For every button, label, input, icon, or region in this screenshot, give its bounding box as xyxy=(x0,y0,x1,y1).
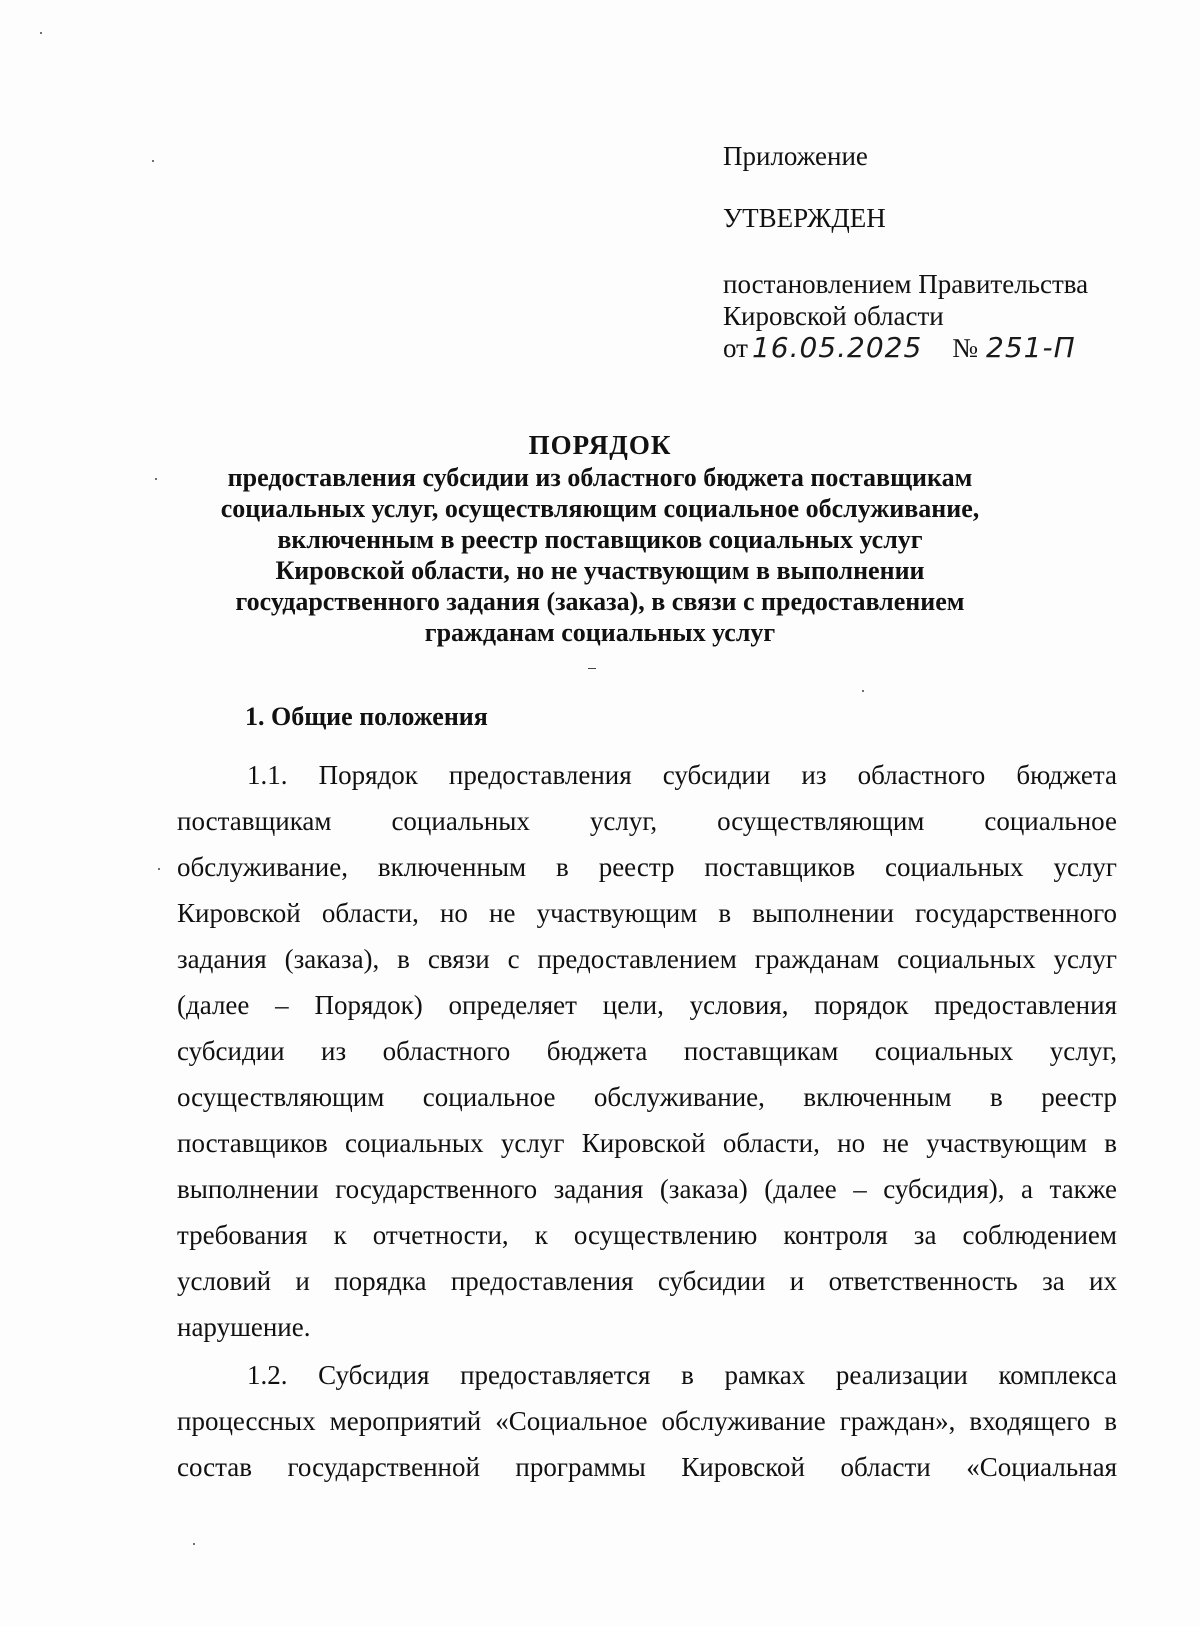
paragraph-line: обслуживание, включенным в реестр поставщиков социальных услуг xyxy=(177,852,1117,882)
paragraph-1-1 xyxy=(177,752,1117,1350)
title-line: предоставления субсидии из областного бюджета поставщикам xyxy=(227,463,973,492)
scan-speck xyxy=(862,690,864,692)
scan-speck xyxy=(155,478,157,480)
approved-label: УТВЕРЖДЕН xyxy=(723,203,886,233)
paragraph-line: 1.2. Субсидия предоставляется в рамках реализации комплекса xyxy=(247,1360,1117,1390)
paragraph-1-2 xyxy=(177,1352,1117,1490)
decree-date-line xyxy=(723,332,1076,364)
paragraph-line: Кировской области, но не участвующим в выполнении государственного xyxy=(177,898,1117,928)
paragraph-line: поставщикам социальных услуг, осуществляющим социальное xyxy=(177,806,1117,836)
scan-speck xyxy=(193,1543,195,1545)
title-main: ПОРЯДОК xyxy=(528,430,672,460)
paragraph-line: состав государственной программы Кировской области «Социальная xyxy=(177,1452,1117,1482)
title-line: гражданам социальных услуг xyxy=(424,618,776,647)
handwritten-date: 16.05.2025 xyxy=(751,331,923,364)
document-title xyxy=(190,430,1010,648)
paragraph-line: процессных мероприятий «Социальное обслуживание граждан», входящего в xyxy=(177,1406,1117,1436)
paragraph-line: (далее – Порядок) определяет цели, условия, порядок предоставления xyxy=(177,990,1117,1020)
paragraph-line: осуществляющим социальное обслуживание, включенным в реестр xyxy=(177,1082,1117,1112)
handwritten-number: 251-П xyxy=(986,331,1076,364)
decree-line-2: Кировской области xyxy=(723,301,944,331)
number-prefix: № xyxy=(952,333,979,363)
paragraph-line: задания (заказа), в связи с предоставлением гражданам социальных услуг xyxy=(177,944,1117,974)
decree-line-1: постановлением Правительства xyxy=(723,269,1089,299)
title-line: Кировской области, но не участвующим в выполнении xyxy=(275,556,925,585)
section-heading: 1. Общие положения xyxy=(245,702,488,731)
paragraph-line: нарушение. xyxy=(177,1312,311,1342)
paragraph-line: субсидии из областного бюджета поставщикам социальных услуг, xyxy=(177,1036,1117,1066)
appendix-label: Приложение xyxy=(723,141,868,171)
scan-speck xyxy=(588,668,596,669)
paragraph-line: требования к отчетности, к осуществлению контроля за соблюдением xyxy=(177,1220,1117,1250)
paragraph-line: 1.1. Порядок предоставления субсидии из областного бюджета xyxy=(247,760,1117,790)
title-line: социальных услуг, осуществляющим социальное обслуживание, xyxy=(220,494,980,523)
date-prefix: от xyxy=(723,333,748,363)
scan-speck xyxy=(152,160,154,162)
paragraph-line: поставщиков социальных услуг Кировской области, но не участвующим в xyxy=(177,1128,1117,1158)
scan-speck xyxy=(40,32,42,34)
scan-speck xyxy=(158,868,160,870)
paragraph-line: выполнении государственного задания (заказа) (далее – субсидия), а также xyxy=(177,1174,1117,1204)
title-line: государственного задания (заказа), в связи с предоставлением xyxy=(235,587,965,616)
paragraph-line: условий и порядка предоставления субсидии и ответственность за их xyxy=(177,1266,1117,1296)
title-line: включенным в реестр поставщиков социальных услуг xyxy=(277,525,923,554)
